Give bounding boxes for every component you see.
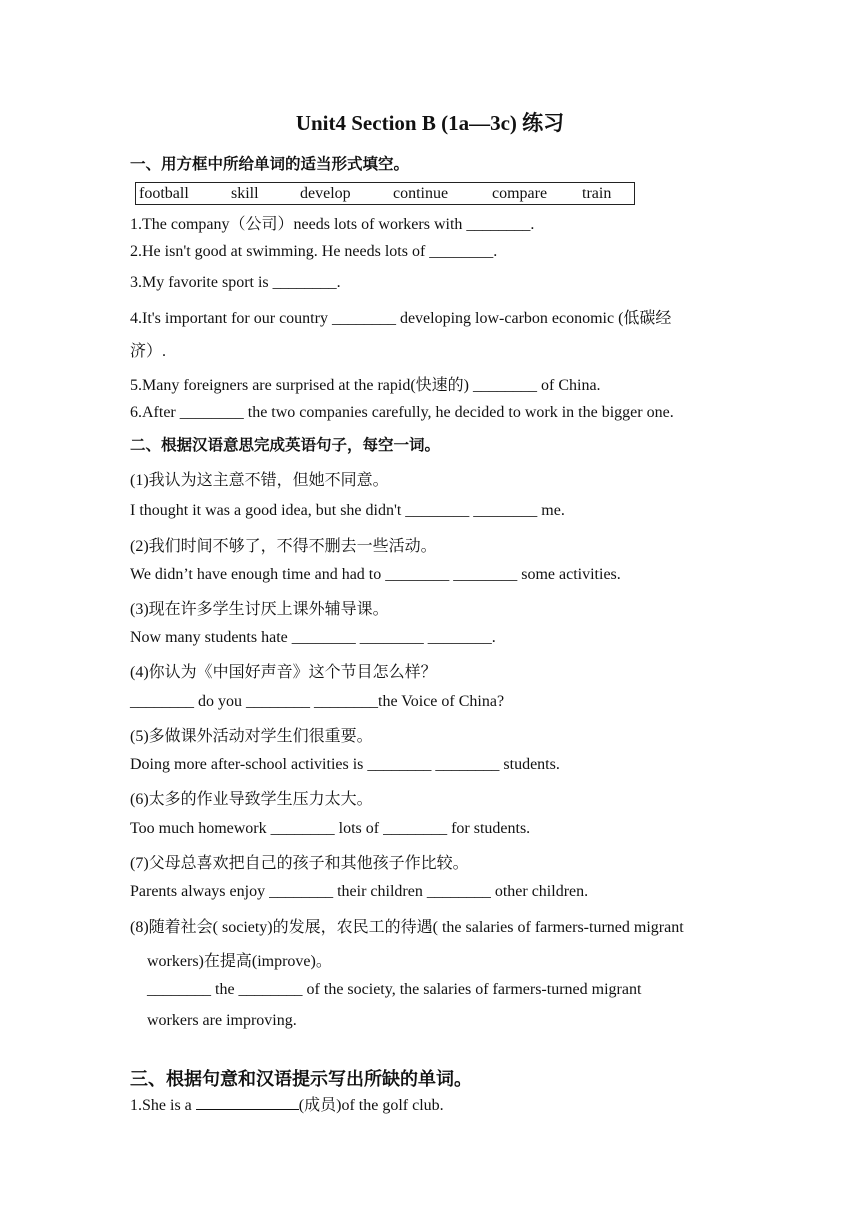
word-box-item: develop	[300, 185, 351, 202]
word-box-item: continue	[393, 185, 449, 202]
part1-heading: 一、用方框中所给单词的适当形式填空。	[130, 155, 410, 173]
word-box	[135, 182, 635, 205]
part2-item-7-en: Parents always enjoy ________ their children ________ other children.	[130, 883, 589, 900]
part2-item-6-en: Too much homework ________ lots of ________ for students.	[130, 820, 531, 837]
word-box-item: compare	[492, 185, 548, 202]
word-box-item: football	[139, 185, 189, 202]
part2-item-8-en: ________ the ________ of the society, the salaries of farmers-turned migrant	[147, 981, 642, 998]
part2-item-7-cn: (7)父母总喜欢把自己的孩子和其他孩子作比较。	[130, 855, 469, 872]
part2-item-1-en: I thought it was a good idea, but she didn't ________ ________ me.	[130, 502, 565, 519]
part1-item-3: 3.My favorite sport is ________.	[130, 274, 341, 291]
part1-item-4: 4.It's important for our country ________ developing low-carbon economic (低碳经	[130, 310, 672, 327]
part3-item-1-prefix: 1.She is a	[130, 1097, 192, 1114]
part1-item-2: 2.He isn't good at swimming. He needs lots of ________.	[130, 243, 498, 260]
part2-item-3-cn: (3)现在许多学生讨厌上课外辅导课。	[130, 601, 389, 618]
part1-item-1: 1.The company（公司）needs lots of workers with ________.	[130, 216, 535, 233]
part2-item-8-en-cont: workers are improving.	[147, 1012, 297, 1029]
part2-heading: 二、根据汉语意思完成英语句子，每空一词。	[130, 436, 441, 454]
part3-item-1	[130, 1092, 444, 1115]
answer-blank	[196, 1094, 299, 1110]
part1-item-6: 6.After ________ the two companies carefully, he decided to work in the bigger one.	[130, 404, 674, 421]
part3-item-1-suffix: (成员)of the golf club.	[298, 1097, 444, 1114]
word-box-item: train	[582, 185, 612, 202]
part2-item-1-cn: (1)我认为这主意不错，但她不同意。	[130, 472, 389, 489]
part2-item-2-en: We didn’t have enough time and had to ________ ________ some activities.	[130, 566, 621, 583]
part1-item-4-cont: 济）.	[130, 343, 167, 360]
part2-item-4-cn: (4)你认为《中国好声音》这个节目怎么样？	[130, 664, 437, 681]
part2-item-5-en: Doing more after-school activities is ________ ________ students.	[130, 756, 560, 773]
part3-heading: 三、根据句意和汉语提示写出所缺的单词。	[130, 1069, 472, 1090]
part2-item-2-cn: (2)我们时间不够了，不得不删去一些活动。	[130, 538, 437, 555]
part2-item-5-cn: (5)多做课外活动对学生们很重要。	[130, 728, 373, 745]
word-box-item: skill	[231, 185, 259, 202]
part1-item-5: 5.Many foreigners are surprised at the rapid(快速的) ________ of China.	[130, 377, 601, 394]
part2-item-8-cn: (8)随着社会( society)的发展，农民工的待遇( the salaries of farmers-turned migrant	[130, 919, 684, 936]
part2-item-4-en: ________ do you ________ ________the Voice of China?	[130, 693, 505, 710]
part2-item-8-cn-cont: workers)在提高(improve)。	[147, 953, 332, 970]
part2-item-6-cn: (6)太多的作业导致学生压力太大。	[130, 791, 373, 808]
part2-item-3-en: Now many students hate ________ ________ ________.	[130, 629, 496, 646]
worksheet-title: Unit4 Section B (1a—3c) 练习	[295, 111, 565, 135]
